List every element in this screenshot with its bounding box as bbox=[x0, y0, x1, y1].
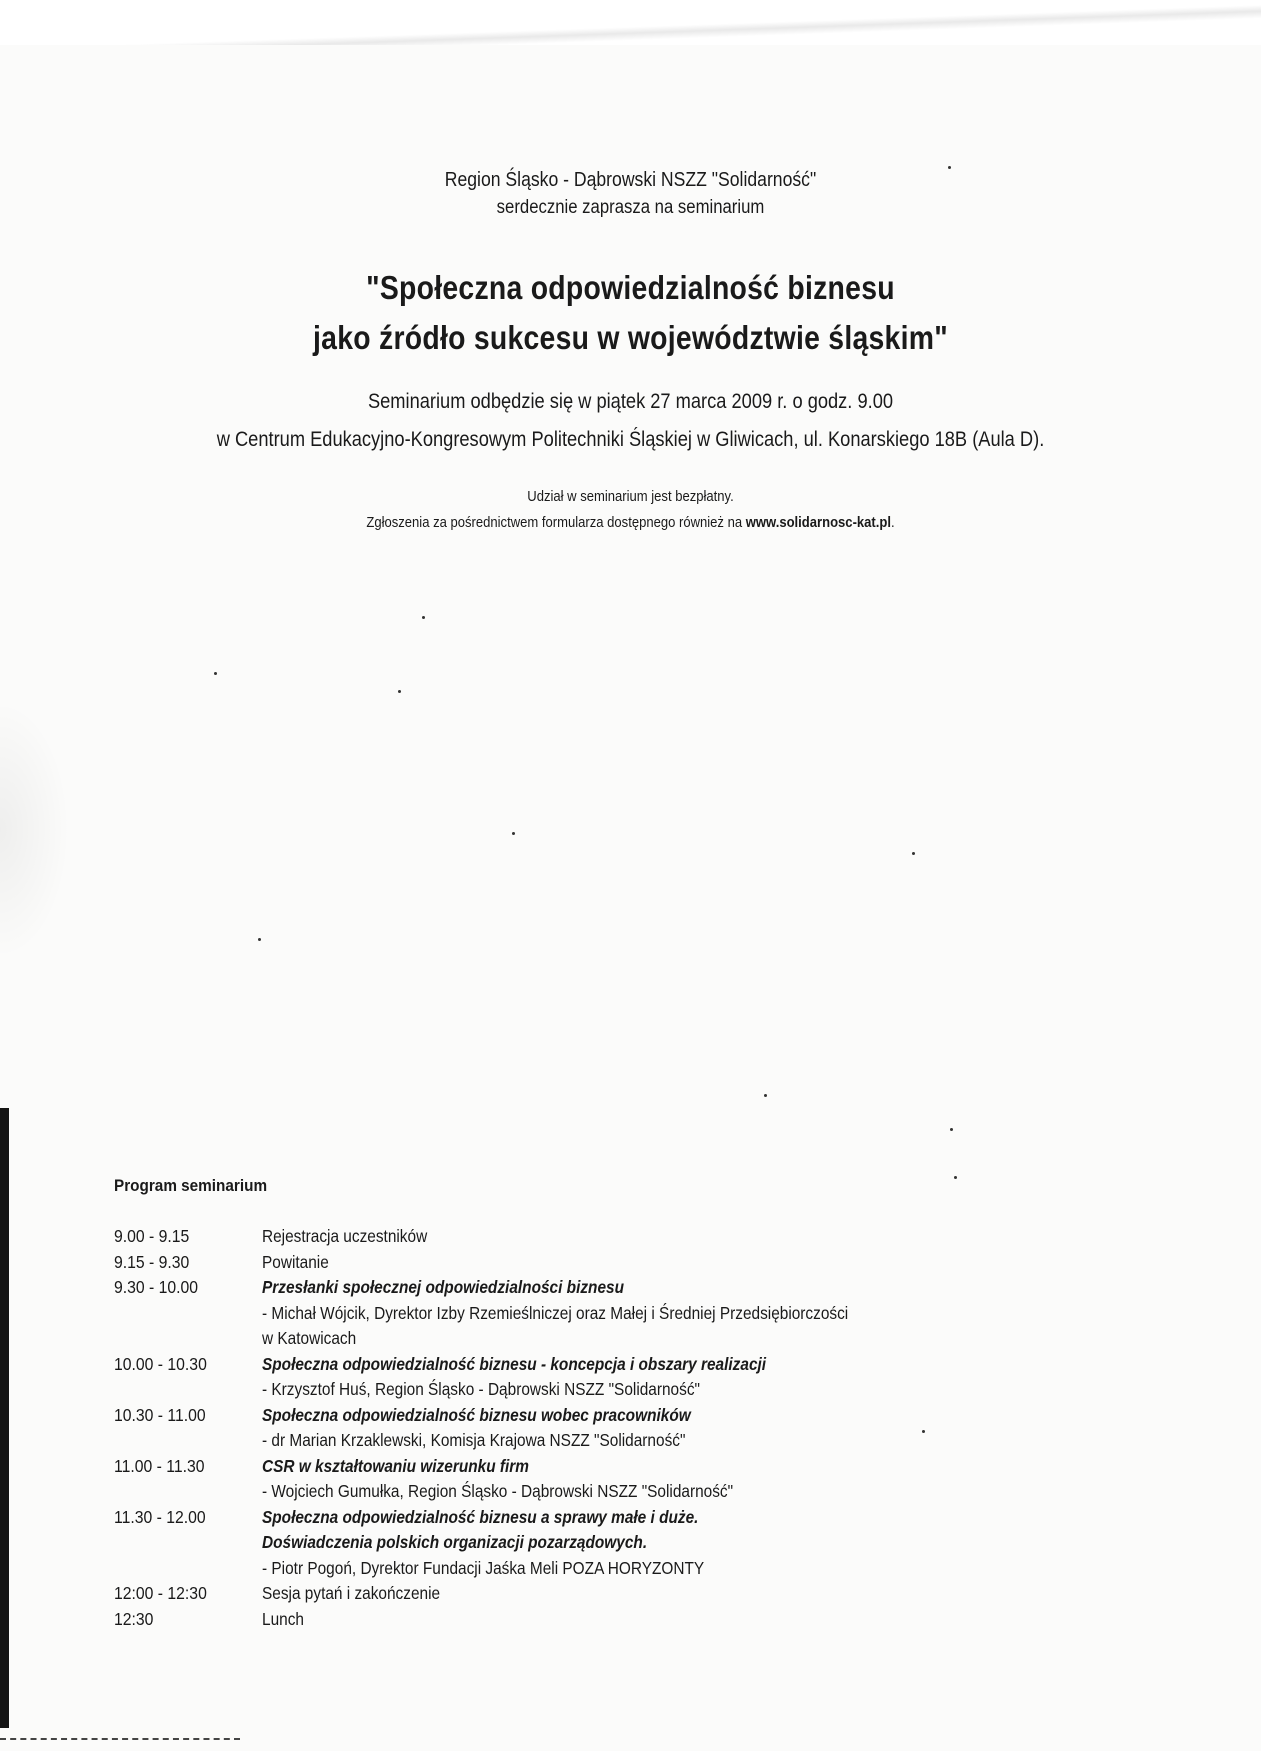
program-row bbox=[0, 1454, 1261, 1480]
scan-top-edge bbox=[0, 0, 1261, 45]
program-row bbox=[0, 1581, 1261, 1607]
program-row bbox=[0, 1403, 1261, 1429]
program-item: Lunch bbox=[262, 1608, 304, 1629]
date-line: Seminarium odbędzie się w piątek 27 marca 2009 r. o godz. 9.00 bbox=[367, 390, 894, 413]
program-session-title: Przesłanki społecznej odpowiedzialności biznesu bbox=[262, 1277, 624, 1297]
program-time: 10.00 - 10.30 bbox=[114, 1353, 207, 1374]
program-session-title: Społeczna odpowiedzialność biznesu a sprawy małe i duże. bbox=[262, 1506, 699, 1527]
program-time: 9.30 - 10.00 bbox=[114, 1277, 199, 1297]
program-item: Rejestracja uczestników bbox=[262, 1226, 428, 1246]
program-item: Sesja pytań i zakończenie bbox=[262, 1583, 441, 1603]
program-row bbox=[0, 1607, 1261, 1633]
program-row bbox=[0, 1352, 1261, 1378]
program-row bbox=[0, 1224, 1261, 1250]
program-list bbox=[0, 1224, 1261, 1632]
program-session-title: Doświadczenia polskich organizacji pozarządowych. bbox=[262, 1532, 648, 1552]
program-time: 11.00 - 11.30 bbox=[114, 1455, 205, 1476]
scan-speck bbox=[258, 938, 261, 941]
program-row bbox=[0, 1326, 1261, 1352]
program-speaker: - Wojciech Gumułka, Region Śląsko - Dąbrowski NSZZ "Solidarność" bbox=[262, 1481, 734, 1501]
scan-speck bbox=[912, 852, 915, 855]
program-row bbox=[0, 1479, 1261, 1505]
organization-line: Region Śląsko - Dąbrowski NSZZ "Solidarność" bbox=[444, 169, 817, 191]
program-time: 9.15 - 9.30 bbox=[114, 1251, 190, 1272]
program-row bbox=[0, 1505, 1261, 1531]
program-row bbox=[0, 1428, 1261, 1454]
scan-smudge bbox=[0, 700, 70, 960]
program-time: 11.30 - 12.00 bbox=[114, 1506, 206, 1527]
program-row bbox=[0, 1556, 1261, 1582]
seminar-title-line-2: jako źródło sukcesu w województwie śląskim" bbox=[313, 319, 948, 356]
program-speaker: - Piotr Pogoń, Dyrektor Fundacji Jaśka Meli POZA HORYZONTY bbox=[262, 1557, 705, 1578]
program-session-title: Społeczna odpowiedzialność biznesu wobec pracowników bbox=[262, 1404, 691, 1425]
program-time: 9.00 - 9.15 bbox=[114, 1226, 190, 1246]
program-time: 12:30 bbox=[114, 1608, 154, 1629]
program-row bbox=[0, 1530, 1261, 1556]
scan-speck bbox=[954, 1176, 957, 1179]
program-speaker: w Katowicach bbox=[262, 1328, 357, 1348]
scan-speck bbox=[398, 690, 401, 693]
program-session-title: CSR w kształtowaniu wizerunku firm bbox=[262, 1455, 529, 1476]
scan-bottom-dash bbox=[0, 1738, 240, 1740]
scan-speck bbox=[764, 1094, 767, 1097]
program-speaker: - Krzysztof Huś, Region Śląsko - Dąbrowski NSZZ "Solidarność" bbox=[262, 1379, 700, 1399]
venue-line: w Centrum Edukacyjno-Kongresowym Politechniki Śląskiej w Gliwicach, ul. Konarskiego 18B (Aula D). bbox=[216, 428, 1045, 451]
program-speaker: - dr Marian Krzaklewski, Komisja Krajowa NSZZ "Solidarność" bbox=[262, 1430, 686, 1450]
registration-period: . bbox=[891, 515, 895, 531]
registration-website-link[interactable]: www.solidarnosc-kat.pl bbox=[745, 515, 892, 531]
program-heading: Program seminarium bbox=[114, 1176, 268, 1195]
scan-speck bbox=[950, 1128, 953, 1131]
program-row bbox=[0, 1377, 1261, 1403]
program-time: 12:00 - 12:30 bbox=[114, 1583, 207, 1603]
registration-note bbox=[63, 512, 1198, 534]
program-speaker: - Michał Wójcik, Dyrektor Izby Rzemieślniczej oraz Małej i Średniej Przedsiębiorczości bbox=[262, 1302, 849, 1323]
program-session-title: Społeczna odpowiedzialność biznesu - koncepcja i obszary realizacji bbox=[262, 1353, 767, 1374]
program-row bbox=[0, 1250, 1261, 1276]
invitation-line: serdecznie zaprasza na seminarium bbox=[496, 197, 765, 218]
program-time: 10.30 - 11.00 bbox=[114, 1404, 206, 1425]
seminar-title-line-1: "Społeczna odpowiedzialność biznesu bbox=[366, 269, 895, 306]
scan-speck bbox=[422, 616, 425, 619]
scan-speck bbox=[512, 832, 515, 835]
program-row bbox=[0, 1275, 1261, 1301]
scan-speck bbox=[214, 672, 217, 675]
program-row bbox=[0, 1301, 1261, 1327]
free-entry-note: Udział w seminarium jest bezpłatny. bbox=[527, 489, 734, 505]
program-item: Powitanie bbox=[262, 1251, 329, 1272]
registration-text: Zgłoszenia za pośrednictwem formularza dostępnego również na bbox=[366, 515, 743, 531]
